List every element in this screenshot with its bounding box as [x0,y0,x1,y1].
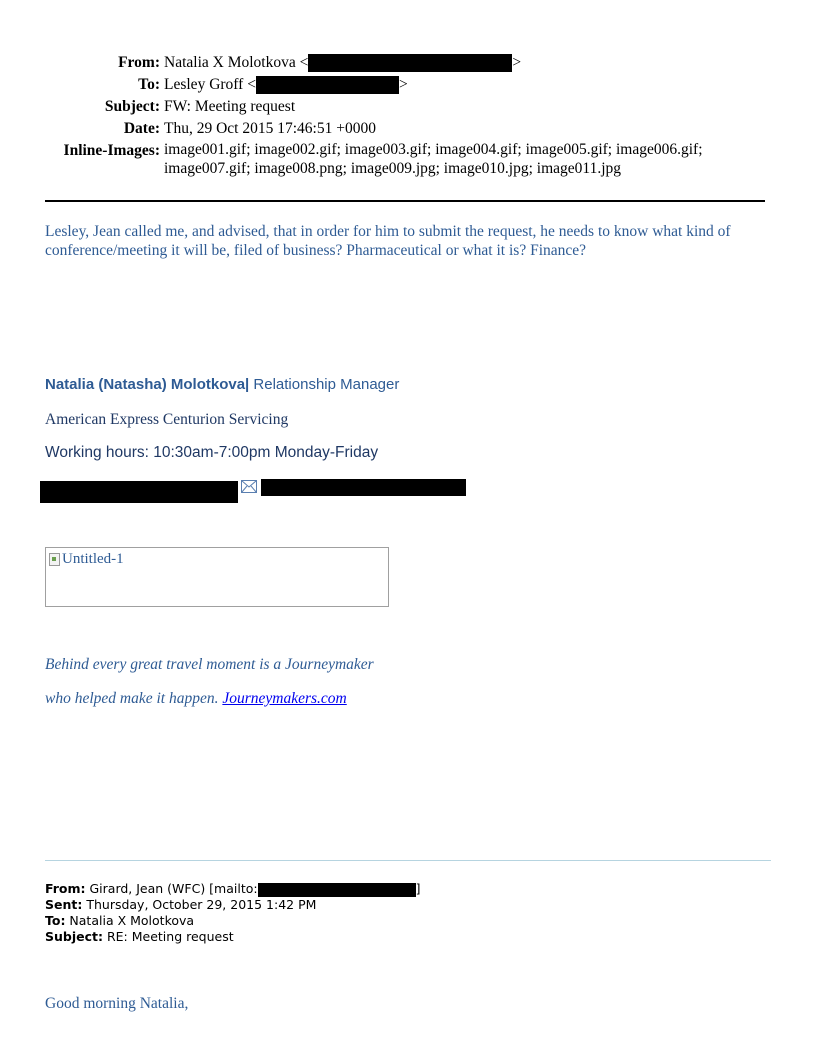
image-alt-text: Untitled-1 [62,551,124,567]
tagline-line-2 [45,690,347,708]
inline-images-label: Inline-Images: [63,142,160,159]
fwd-from-suffix: ] [415,881,421,896]
email-header [40,52,760,178]
redacted-signature-email [261,479,466,496]
fwd-sent-value: Thursday, October 29, 2015 1:42 PM [82,897,317,912]
header-to-row [40,74,760,96]
redacted-email [256,76,399,94]
forward-divider [45,860,771,861]
fwd-sent-label: Sent: [45,897,83,912]
header-inline-images-row [40,140,760,178]
fwd-from-value: Girard, Jean (WFC) [mailto: [85,881,258,896]
message-body: Lesley, Jean called me, and advised, that in order for him to submit the request, he needs to know what kind of conference/meeting it will be, filed of business? Pharmaceutical or what it is? Finance? [45,223,731,259]
fwd-to-value: Natalia X Molotkova [65,913,195,928]
broken-image-icon [49,553,60,566]
redacted-email [308,54,512,72]
fwd-to-row [45,913,421,929]
signature-name: Natalia (Natasha) Molotkova| [45,376,250,393]
header-date-row [40,118,760,140]
forwarded-header [45,881,421,945]
from-value: Natalia X Molotkova < [164,54,309,71]
redacted-phone [40,481,238,503]
fwd-to-label: To: [45,913,66,928]
signature-name-line [45,376,399,393]
to-value: Lesley Groff < [164,76,256,93]
fwd-subject-value: RE: Meeting request [103,929,234,944]
fwd-subject-row [45,929,421,945]
inline-images-line-2: image007.gif; image008.png; image009.jpg; image010.jpg; image011.jpg [164,160,622,177]
header-subject-row [40,96,760,118]
journeymakers-link[interactable]: Journeymakers.com [222,690,347,707]
signature-image-placeholder [45,547,389,607]
subject-value: FW: Meeting request [164,98,296,115]
to-suffix: > [398,76,408,93]
date-label: Date: [123,120,160,137]
fwd-from-row [45,881,421,897]
subject-label: Subject: [104,98,160,115]
redacted-email [258,883,416,897]
envelope-icon [241,480,257,493]
tagline-line-1: Behind every great travel moment is a Journeymaker [45,656,374,673]
from-label: From: [118,54,160,71]
fwd-from-label: From: [45,881,86,896]
date-value: Thu, 29 Oct 2015 17:46:51 +0000 [164,120,376,137]
header-divider [45,200,765,202]
greeting: Good morning Natalia, [45,995,189,1012]
header-from-row [40,52,760,74]
signature-title: Relationship Manager [249,376,400,393]
fwd-sent-row [45,897,421,913]
inline-images-line-1: image001.gif; image002.gif; image003.gif; image004.gif; image005.gif; image006.gif; [164,141,703,158]
from-suffix: > [512,54,522,71]
signature-hours: Working hours: 10:30am-7:00pm Monday-Friday [45,444,379,461]
signature-company: American Express Centurion Servicing [45,411,289,428]
fwd-subject-label: Subject: [45,929,103,944]
to-label: To: [138,76,160,93]
tagline-line-2-text: who helped make it happen. [45,690,223,707]
